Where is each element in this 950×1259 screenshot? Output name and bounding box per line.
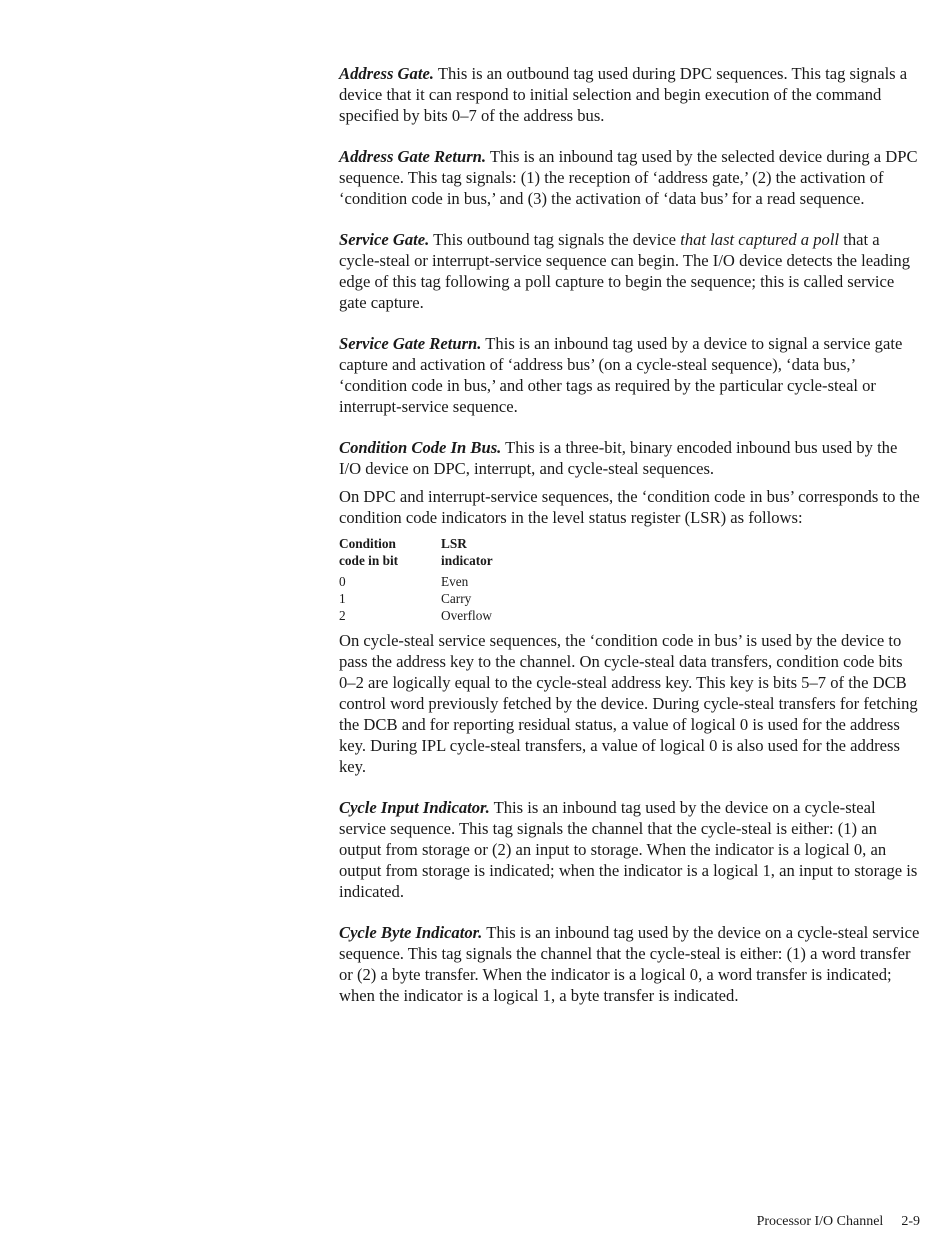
table-cell-indicator: Carry: [441, 591, 472, 606]
address-gate-return-term: Address Gate Return.: [339, 147, 487, 166]
service-gate-text-after: that a cycle-steal or interrupt-service sequence can begin. The I/O device detects the leading edge of this tag following a poll capture to begin the sequence; this is called service gate capture.: [339, 230, 910, 312]
address-gate-paragraph: [339, 63, 921, 126]
condition-code-paragraph: [339, 437, 921, 479]
table-header-row: [339, 535, 493, 573]
header-bit-line1: Condition: [339, 536, 396, 551]
cycle-byte-indicator-term: Cycle Byte Indicator.: [339, 923, 483, 942]
address-gate-term: Address Gate.: [339, 64, 434, 83]
service-gate-paragraph: [339, 229, 921, 313]
header-bit-line2: code in bit: [339, 553, 399, 568]
table-header-bit: [339, 535, 441, 573]
footer-title: Processor I/O Channel: [756, 1214, 884, 1229]
service-gate-return-term: Service Gate Return.: [339, 334, 482, 353]
address-gate-return-paragraph: [339, 146, 921, 209]
table-row: [339, 590, 493, 607]
header-indicator-line1: LSR: [441, 536, 467, 551]
table-row: [339, 573, 493, 590]
service-gate-term: Service Gate.: [339, 230, 430, 249]
service-gate-text-before: This outbound tag signals the device: [433, 230, 677, 249]
page-number: 2-9: [901, 1214, 920, 1229]
service-gate-text-italic: that last captured a poll: [680, 230, 840, 249]
table-cell-bit: 2: [339, 608, 346, 623]
condition-code-text: This is a three-bit, binary encoded inbound bus used by the I/O device on DPC, interrupt, and cycle-steal sequences.: [339, 438, 898, 478]
page-content: [339, 63, 921, 1006]
service-gate-return-paragraph: [339, 333, 921, 417]
table-cell-indicator: Even: [441, 574, 469, 589]
table-row: [339, 607, 493, 624]
condition-code-para2: On DPC and interrupt-service sequences, the ‘condition code in bus’ corresponds to the condition code indicators in the level status register (LSR) as follows:: [339, 487, 920, 527]
address-gate-return-text: This is an inbound tag used by the selected device during a DPC sequence. This tag signals: (1) the reception of ‘address gate,’ (2) the activation of ‘condition code in bus,’ and (3) the activation of ‘data bus’ for a read sequence.: [339, 147, 918, 208]
address-gate-text: This is an outbound tag used during DPC sequences. This tag signals a device that it can respond to initial selection and begin execution of the command specified by bits 0–7 of the address bus.: [339, 64, 908, 125]
service-gate-return-text: This is an inbound tag used by a device to signal a service gate capture and activation of ‘address bus’ (on a cycle-steal sequence), ‘data bus,’ ‘condition code in bus,’ and other tags as required by the particular cycle-steal or interrupt-service sequence.: [339, 334, 903, 416]
cycle-byte-indicator-text: This is an inbound tag used by the device on a cycle-steal service sequence. This tag signals the channel that the cycle-steal is either: (1) a word transfer or (2) a byte transfer. When the indicator is a logical 0, a word transfer is indicated; when the indicator is a logical 1, a byte transfer is indicated.: [339, 923, 920, 1005]
cycle-input-indicator-term: Cycle Input Indicator.: [339, 798, 490, 817]
table-header-indicator: [441, 535, 493, 573]
cycle-byte-indicator-paragraph: [339, 922, 921, 1006]
page-footer: [757, 1214, 920, 1230]
table-cell-bit: 0: [339, 574, 346, 589]
header-indicator-line2: indicator: [441, 553, 493, 568]
table-cell-bit: 1: [339, 591, 346, 606]
condition-code-term: Condition Code In Bus.: [339, 438, 502, 457]
condition-code-para3: On cycle-steal service sequences, the ‘condition code in bus’ is used by the device to pass the address key to the channel. On cycle-steal data transfers, condition code bits 0–2 are logically equal to the cycle-steal address key. This key is bits 5–7 of the DCB control word previously fetched by the device. During cycle-steal transfers for fetching the DCB and for reporting residual status, a value of logical 0 is used for the address key. During IPL cycle-steal transfers, a value of logical 0 is also used for the address key.: [339, 631, 918, 776]
cycle-input-indicator-paragraph: [339, 797, 921, 902]
cycle-input-indicator-text: This is an inbound tag used by the device on a cycle-steal service sequence. This tag signals the channel that the cycle-steal is either: (1) an output from storage or (2) an input to storage. When the indicator is a logical 0, an output from storage is indicated; when the indicator is a logical 1, an input to storage is indicated.: [339, 798, 918, 901]
condition-code-table: [339, 535, 493, 624]
table-cell-indicator: Overflow: [441, 608, 492, 623]
